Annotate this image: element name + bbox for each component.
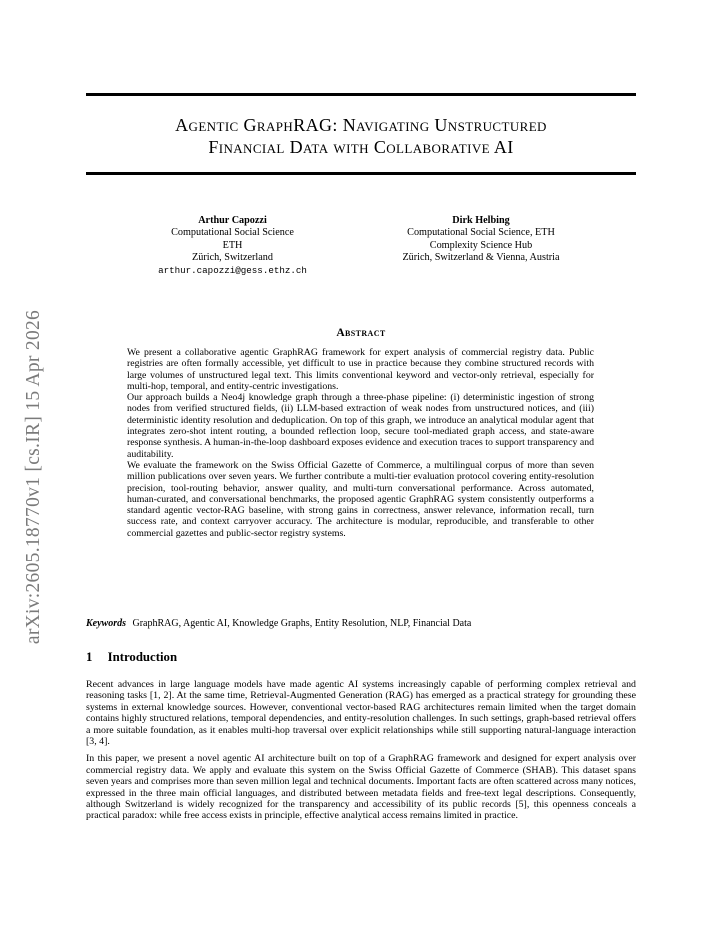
author-email[interactable]: arthur.capozzi@gess.ethz.ch [158,264,307,276]
abstract-heading: Abstract [336,327,386,339]
keywords-text: GraphRAG, Agentic AI, Knowledge Graphs, Entity Resolution, NLP, Financial Data [132,618,472,629]
author-affiliation: ETH [222,239,243,251]
author-affiliation: Complexity Science Hub [429,239,533,251]
section-heading-introduction [86,650,177,665]
author-block-1 [140,215,325,277]
paper-title [86,114,636,158]
title-line-1: Agentic GraphRAG: Navigating Unstructured [175,115,547,135]
abstract-body [127,347,594,539]
body-paragraph: Recent advances in large language models have made agentic AI systems increasingly capable of performing complex retrieval and reasoning tasks [1, 2]. At the same time, Retrieval-Augmented Generation (RAG) has emerged as a practical strategy for grounding these systems in external knowledge sources. However, conventional vector-based RAG architectures remain limited when the target domain contains highly structured relations, temporal dependencies, and entity-resolution challenges. In such settings, graph-based retrieval offers a more suitable foundation, as it enables multi-hop traversal over explicit relationships while still supporting natural-language interaction [3, 4]. [86,679,636,748]
title-rule-bottom [86,172,636,175]
body-paragraph: In this paper, we present a novel agentic AI architecture built on top of a GraphRAG framework and designed for expert analysis over commercial registry data. We apply and evaluate this system on the Swiss Official Gazette of Commerce (SHAB). This dataset spans seven years and comprises more than seven million legal and technical documents. Important facts are often scattered across many notices, expressed in the three main official languages, and distributed between metadata fields and free-text legal descriptions. Consequently, although Switzerland is widely recognized for the transparency and accessibility of its public records [5], this openness conceals a practical paradox: while free access exists in principle, effective analytical access remains limited in practice. [86,753,636,822]
introduction-body [86,679,636,828]
abstract-paragraph: We evaluate the framework on the Swiss Official Gazette of Commerce, a multilingual corpus of more than seven million publications over seven years. We further contribute a multi-tier evaluation protocol covering entity-resolution precision, tool-routing behavior, answer quality, and multi-turn conversational performance. Across automated, human-curated, and conversational benchmarks, the proposed agentic GraphRAG system consistently outperforms a standard agentic vector-RAG baseline, with strong gains in correctness, answer relevance, information recall, turn success rate, and context carryover accuracy. The architecture is modular, reproducible, and transferable to other commercial gazettes and public-sector registry systems. [127,459,594,539]
author-name: Arthur Capozzi [198,215,267,226]
author-block-2 [368,215,594,265]
author-affiliation: Computational Social Science [171,227,294,239]
author-name: Dirk Helbing [452,215,510,226]
title-rule-top [86,93,636,96]
keywords-line [86,618,636,630]
section-number: 1 [86,650,93,664]
section-title: Introduction [107,650,178,664]
abstract-paragraph: We present a collaborative agentic GraphRAG framework for expert analysis of commercial registry data. Public registries are often formally accessible, yet difficult to use in practice because they combine structured records with large volumes of unstructured legal text. This limits conventional keyword and vector-only retrieval, especially for multi-hop, temporal, and entity-centric investigations. [127,347,594,392]
author-location: Zürich, Switzerland [192,252,273,264]
author-location: Zürich, Switzerland & Vienna, Austria [402,252,560,264]
author-affiliation: Computational Social Science, ETH [407,227,555,239]
title-line-2: Financial Data with Collaborative AI [208,137,514,157]
arxiv-identifier: arXiv:2605.18770v1 [cs.IR] 15 Apr 2026 [23,309,44,645]
keywords-label: Keywords [86,618,126,629]
abstract-paragraph: Our approach builds a Neo4j knowledge graph through a three-phase pipeline: (i) deterministic ingestion of strong nodes from verified structured fields, (ii) LLM-based extraction of weak nodes from unstructured notices, and (iii) deterministic identity resolution and deduplication. On top of this graph, we introduce an analytical modular agent that integrates zero-shot intent routing, a bounded reflection loop, secure tool-mediated graph access, and state-aware response synthesis. A human-in-the-loop dashboard exposes evidence and execution traces to support transparency and auditability. [127,392,594,460]
